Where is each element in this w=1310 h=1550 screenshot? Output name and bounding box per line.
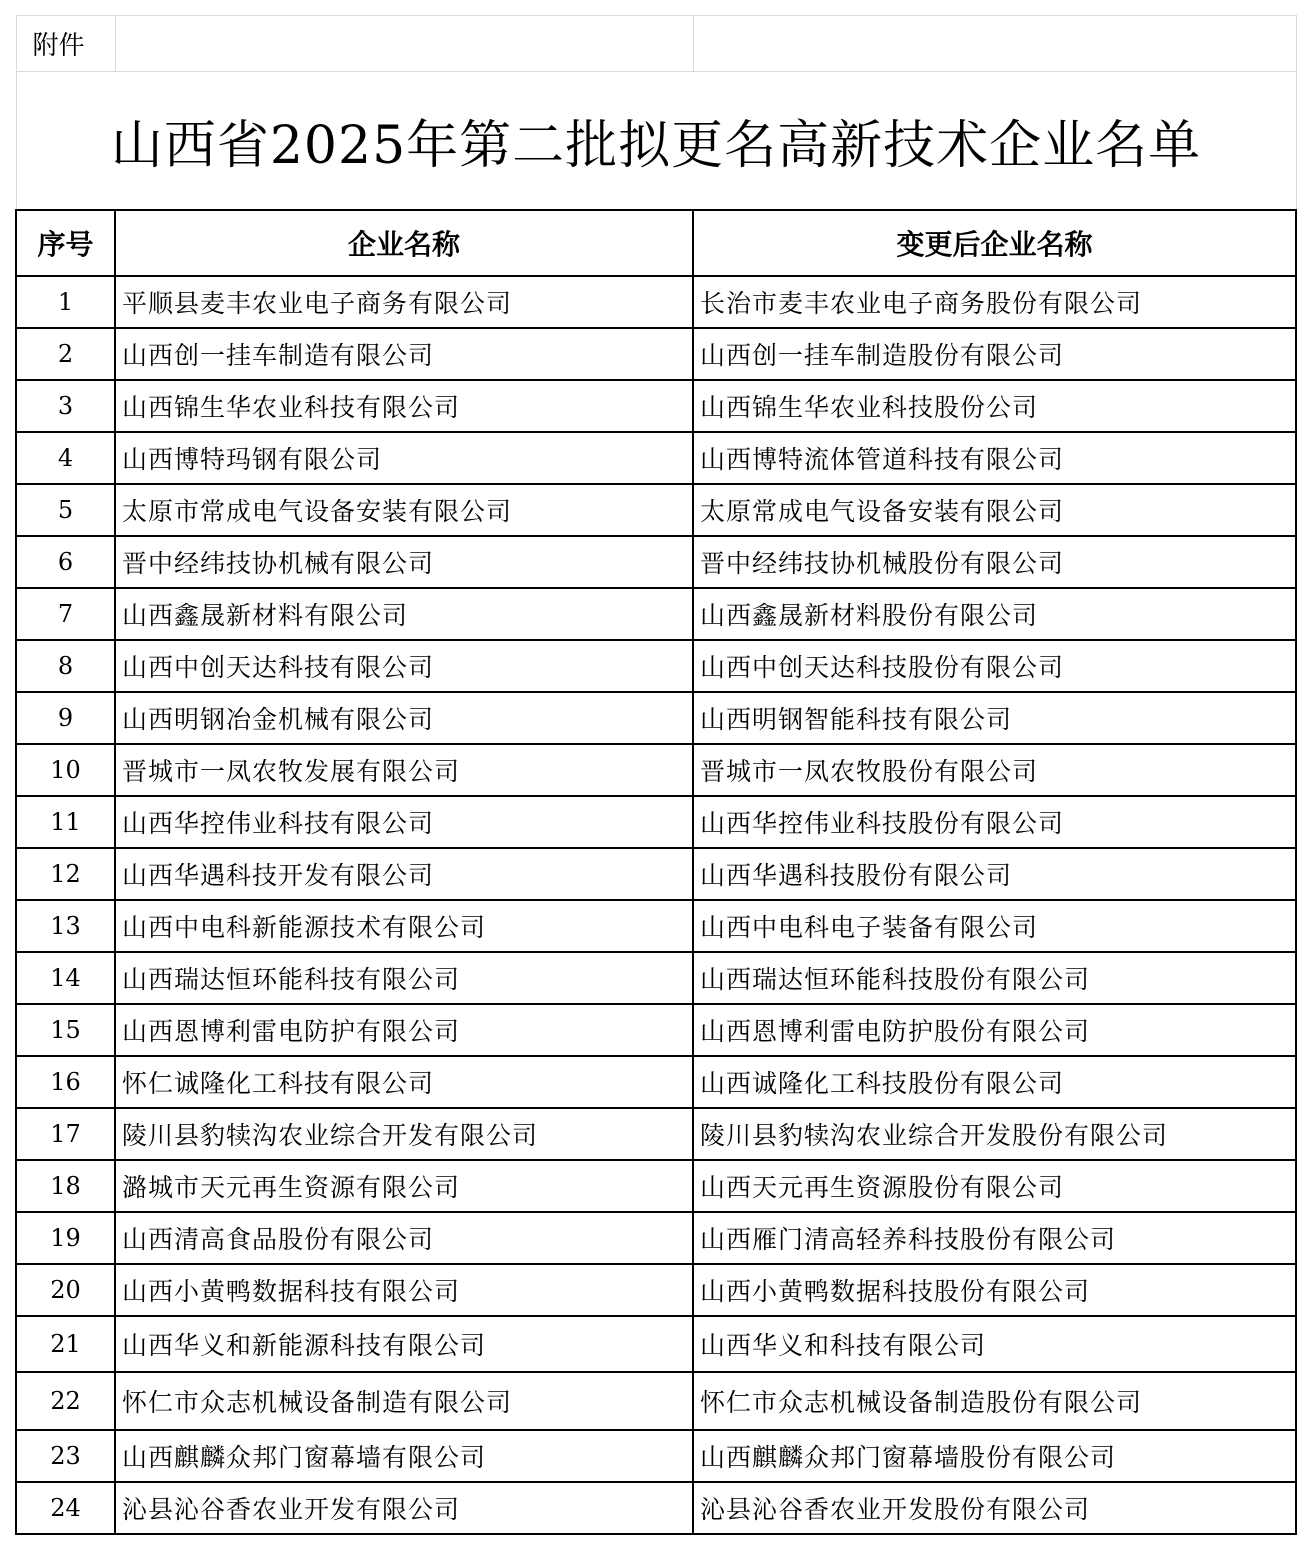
table-row: [16, 1056, 1296, 1108]
new-company-name: 山西明钢智能科技有限公司: [693, 692, 1296, 744]
old-company-name: 山西华控伟业科技有限公司: [115, 796, 693, 848]
page-title: 山西省2025年第二批拟更名高新技术企业名单: [16, 72, 1296, 210]
table-row: [16, 536, 1296, 588]
new-company-name: 山西瑞达恒环能科技股份有限公司: [693, 952, 1296, 1004]
row-index: 3: [16, 380, 115, 432]
table-header-row: [16, 210, 1296, 276]
table-row: [16, 484, 1296, 536]
old-company-name: 山西鑫晟新材料有限公司: [115, 588, 693, 640]
row-index: 4: [16, 432, 115, 484]
old-company-name: 山西小黄鸭数据科技有限公司: [115, 1264, 693, 1316]
new-company-name: 陵川县豹犊沟农业综合开发股份有限公司: [693, 1108, 1296, 1160]
table-row: [16, 1264, 1296, 1316]
new-company-name: 山西博特流体管道科技有限公司: [693, 432, 1296, 484]
row-index: 9: [16, 692, 115, 744]
table-row: [16, 328, 1296, 380]
old-company-name: 山西博特玛钢有限公司: [115, 432, 693, 484]
new-company-name: 沁县沁谷香农业开发股份有限公司: [693, 1482, 1296, 1534]
table-row: [16, 1372, 1296, 1430]
new-company-name: 山西天元再生资源股份有限公司: [693, 1160, 1296, 1212]
empty-cell: [115, 16, 693, 72]
new-company-name: 山西麒麟众邦门窗幕墙股份有限公司: [693, 1430, 1296, 1482]
row-index: 12: [16, 848, 115, 900]
table-row: [16, 1430, 1296, 1482]
old-company-name: 山西麒麟众邦门窗幕墙有限公司: [115, 1430, 693, 1482]
old-company-name: 潞城市天元再生资源有限公司: [115, 1160, 693, 1212]
table-row: [16, 1108, 1296, 1160]
old-company-name: 山西中电科新能源技术有限公司: [115, 900, 693, 952]
row-index: 21: [16, 1316, 115, 1372]
new-company-name: 山西诚隆化工科技股份有限公司: [693, 1056, 1296, 1108]
old-company-name: 陵川县豹犊沟农业综合开发有限公司: [115, 1108, 693, 1160]
old-company-name: 山西瑞达恒环能科技有限公司: [115, 952, 693, 1004]
new-company-name: 山西中电科电子装备有限公司: [693, 900, 1296, 952]
table-row: [16, 744, 1296, 796]
row-index: 14: [16, 952, 115, 1004]
title-row: [16, 72, 1296, 210]
table-row: [16, 1160, 1296, 1212]
table-row: [16, 380, 1296, 432]
old-company-name: 山西华义和新能源科技有限公司: [115, 1316, 693, 1372]
old-company-name: 沁县沁谷香农业开发有限公司: [115, 1482, 693, 1534]
row-index: 22: [16, 1372, 115, 1430]
row-index: 19: [16, 1212, 115, 1264]
new-company-name: 长治市麦丰农业电子商务股份有限公司: [693, 276, 1296, 328]
row-index: 20: [16, 1264, 115, 1316]
row-index: 15: [16, 1004, 115, 1056]
table-row: [16, 1004, 1296, 1056]
header-index: 序号: [16, 210, 115, 276]
old-company-name: 平顺县麦丰农业电子商务有限公司: [115, 276, 693, 328]
table-row: [16, 952, 1296, 1004]
row-index: 1: [16, 276, 115, 328]
table-row: [16, 1482, 1296, 1534]
old-company-name: 怀仁诚隆化工科技有限公司: [115, 1056, 693, 1108]
old-company-name: 怀仁市众志机械设备制造有限公司: [115, 1372, 693, 1430]
new-company-name: 山西锦生华农业科技股份公司: [693, 380, 1296, 432]
table-row: [16, 848, 1296, 900]
row-index: 23: [16, 1430, 115, 1482]
new-company-name: 山西华义和科技有限公司: [693, 1316, 1296, 1372]
table-row: [16, 900, 1296, 952]
row-index: 11: [16, 796, 115, 848]
row-index: 5: [16, 484, 115, 536]
header-new-name: 变更后企业名称: [693, 210, 1296, 276]
old-company-name: 山西中创天达科技有限公司: [115, 640, 693, 692]
table-row: [16, 432, 1296, 484]
old-company-name: 山西恩博利雷电防护有限公司: [115, 1004, 693, 1056]
new-company-name: 山西雁门清高轻养科技股份有限公司: [693, 1212, 1296, 1264]
new-company-name: 山西中创天达科技股份有限公司: [693, 640, 1296, 692]
old-company-name: 太原市常成电气设备安装有限公司: [115, 484, 693, 536]
row-index: 13: [16, 900, 115, 952]
new-company-name: 山西华遇科技股份有限公司: [693, 848, 1296, 900]
empty-cell: [693, 16, 1296, 72]
table-row: [16, 588, 1296, 640]
new-company-name: 山西鑫晟新材料股份有限公司: [693, 588, 1296, 640]
old-company-name: 山西明钢冶金机械有限公司: [115, 692, 693, 744]
old-company-name: 山西创一挂车制造有限公司: [115, 328, 693, 380]
table-row: [16, 692, 1296, 744]
row-index: 16: [16, 1056, 115, 1108]
old-company-name: 晋城市一凤农牧发展有限公司: [115, 744, 693, 796]
new-company-name: 晋中经纬技协机械股份有限公司: [693, 536, 1296, 588]
row-index: 18: [16, 1160, 115, 1212]
old-company-name: 山西清高食品股份有限公司: [115, 1212, 693, 1264]
row-index: 10: [16, 744, 115, 796]
row-index: 2: [16, 328, 115, 380]
company-rename-table: [15, 15, 1297, 1535]
row-index: 24: [16, 1482, 115, 1534]
new-company-name: 山西恩博利雷电防护股份有限公司: [693, 1004, 1296, 1056]
table-row: [16, 276, 1296, 328]
row-index: 6: [16, 536, 115, 588]
table-row: [16, 1212, 1296, 1264]
new-company-name: 山西华控伟业科技股份有限公司: [693, 796, 1296, 848]
attachment-label: 附件: [16, 16, 115, 72]
row-index: 17: [16, 1108, 115, 1160]
new-company-name: 怀仁市众志机械设备制造股份有限公司: [693, 1372, 1296, 1430]
table-row: [16, 1316, 1296, 1372]
new-company-name: 山西小黄鸭数据科技股份有限公司: [693, 1264, 1296, 1316]
new-company-name: 山西创一挂车制造股份有限公司: [693, 328, 1296, 380]
old-company-name: 晋中经纬技协机械有限公司: [115, 536, 693, 588]
old-company-name: 山西锦生华农业科技有限公司: [115, 380, 693, 432]
row-index: 7: [16, 588, 115, 640]
attachment-row: [16, 16, 1296, 72]
row-index: 8: [16, 640, 115, 692]
old-company-name: 山西华遇科技开发有限公司: [115, 848, 693, 900]
new-company-name: 太原常成电气设备安装有限公司: [693, 484, 1296, 536]
new-company-name: 晋城市一凤农牧股份有限公司: [693, 744, 1296, 796]
header-old-name: 企业名称: [115, 210, 693, 276]
table-row: [16, 796, 1296, 848]
table-row: [16, 640, 1296, 692]
